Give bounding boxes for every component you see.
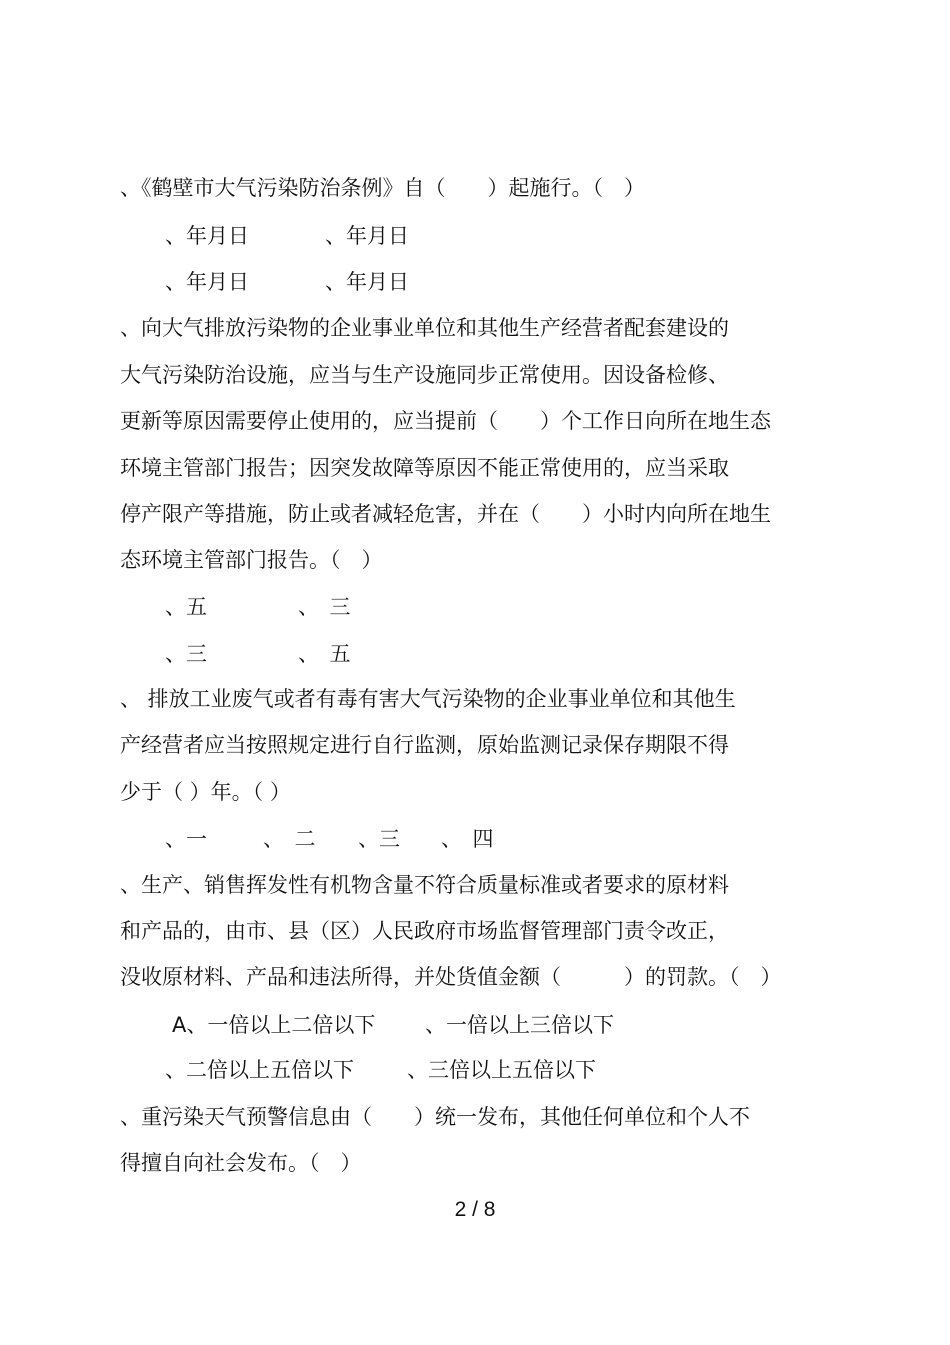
question-2-option-a: 、五 bbox=[165, 595, 207, 619]
question-2-line-2: 大气污染防治设施，应当与生产设施同步正常使用。因设备检修、 bbox=[120, 363, 729, 387]
question-1-option-c: 、年月日 bbox=[165, 270, 249, 294]
question-4-line-3: 没收原材料、产品和违法所得，并处货值金额（ ）的罚款。（ ） bbox=[120, 965, 782, 989]
question-2-line-5: 停产限产等措施，防止或者减轻危害，并在（ ）小时内向所在地生 bbox=[120, 502, 771, 526]
question-2-option-b: 、 三 bbox=[298, 595, 351, 619]
question-2-line-3: 更新等原因需要停止使用的，应当提前（ ）个工作日向所在地生态 bbox=[120, 409, 771, 433]
question-2-option-d: 、 五 bbox=[298, 642, 351, 666]
question-2-line-1: 、向大气排放污染物的企业事业单位和其他生产经营者配套建设的 bbox=[120, 316, 729, 340]
question-4-line-2: 和产品的，由市、县（区）人民政府市场监督管理部门责令改正， bbox=[120, 919, 729, 943]
question-2-line-6: 态环境主管部门报告。（ ） bbox=[120, 548, 383, 572]
question-1-option-d: 、年月日 bbox=[325, 270, 409, 294]
question-3-option-b: 、 二 bbox=[263, 827, 316, 851]
question-3-option-c: 、三 bbox=[358, 827, 400, 851]
question-4-option-d: 、三倍以上五倍以下 bbox=[407, 1058, 596, 1082]
question-5-line-2: 得擅自向社会发布。（ ） bbox=[120, 1151, 362, 1175]
question-5-line-1: 、重污染天气预警信息由（ ）统一发布，其他任何单位和个人不 bbox=[120, 1105, 750, 1129]
question-4-option-b: 、一倍以上三倍以下 bbox=[425, 1013, 614, 1037]
page-number: 2 / 8 bbox=[454, 1198, 496, 1221]
question-4-option-c: 、二倍以上五倍以下 bbox=[165, 1058, 354, 1082]
question-4-option-a: A、一倍以上二倍以下 bbox=[172, 1013, 376, 1037]
question-1-option-a: 、年月日 bbox=[165, 224, 249, 248]
question-2-option-c: 、三 bbox=[165, 642, 207, 666]
question-3-line-2: 产经营者应当按照规定进行自行监测，原始监测记录保存期限不得 bbox=[120, 733, 729, 757]
question-3-line-3: 少于（ ）年。（ ） bbox=[120, 780, 291, 804]
question-1-option-b: 、年月日 bbox=[325, 224, 409, 248]
question-1-text: 、《鹤壁市大气污染防治条例》自（ ）起施行。（ ） bbox=[120, 176, 645, 200]
question-3-option-a: 、一 bbox=[165, 827, 207, 851]
question-3-line-1: 、 排放工业废气或者有毒有害大气污染物的企业事业单位和其他生 bbox=[120, 687, 736, 711]
question-3-option-d: 、 四 bbox=[441, 827, 494, 851]
question-4-line-1: 、生产、销售挥发性有机物含量不符合质量标准或者要求的原材料 bbox=[120, 873, 729, 897]
question-2-line-4: 环境主管部门报告；因突发故障等原因不能正常使用的，应当采取 bbox=[120, 456, 729, 480]
